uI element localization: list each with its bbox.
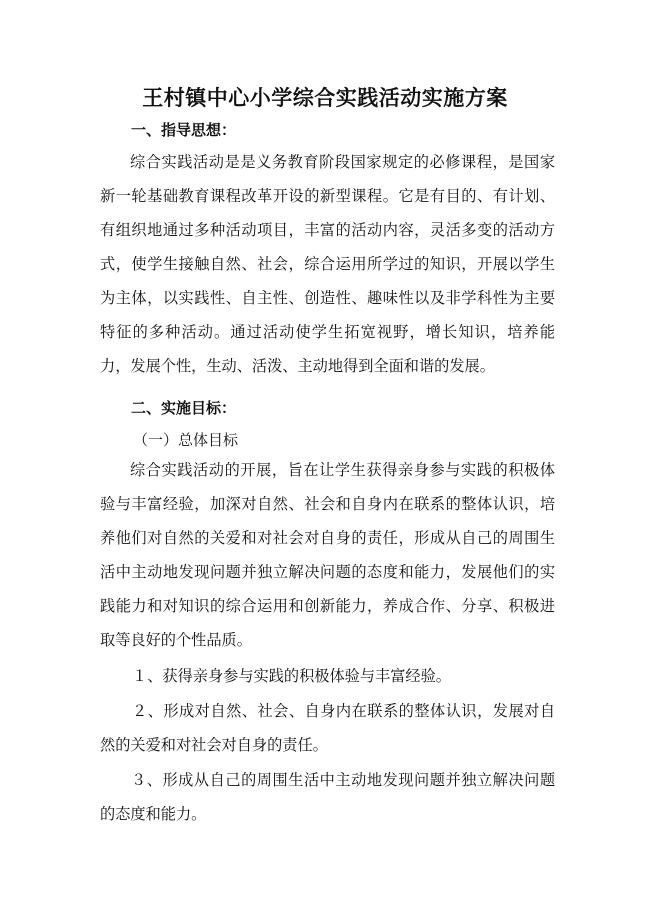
document-title: 王村镇中心小学综合实践活动实施方案 <box>142 86 508 110</box>
goal-item-2: ２、形成对自然、社会、自身内在联系的整体认识，发展对自然的关爱和对社会对自身的责任。 <box>100 702 555 754</box>
overall-goal-paragraph: 综合实践活动的开展，旨在让学生获得亲身参与实践的积极体验与丰富经验，加深对自然、社会和自身内在联系的整体认识，培养他们对自然的关爱和对社会对自身的责任，形成从自己的周围生活中主动地发现问题并独立解决问题的态度和能力，发展他们的实践能力和对知识的综合运用和创新能力，养成合作、分享、积极进取等良好的个性品质。 <box>100 461 555 649</box>
goal-item-1: １、获得亲身参与实践的积极体验与丰富经验。 <box>132 667 451 685</box>
section-heading-guiding-ideology: 一、指导思想： <box>131 121 237 139</box>
guiding-ideology-paragraph: 综合实践活动是是义务教育阶段国家规定的必修课程，是国家新一轮基础教育课程改革开设的新型课程。它是有目的、有计划、有组织地通过多种活动项目，丰富的活动内容，灵活多变的活动方式，使学生接触自然、社会，综合运用所学过的知识，开展以学生为主体，以实践性、自主性、创造性、趣味性以及非学科性为主要特征的多种活动。通过活动使学生拓宽视野，增长知识，培养能力，发展个性，生动、活泼、主动地得到全面和谐的发展。 <box>100 153 555 375</box>
goal-item-3: ３、形成从自己的周围生活中主动地发现问题并独立解决问题的态度和能力。 <box>100 771 555 823</box>
section-heading-implementation-goals: 二、实施目标： <box>131 399 237 417</box>
subheading-overall-goal: （一）总体目标 <box>133 431 239 449</box>
